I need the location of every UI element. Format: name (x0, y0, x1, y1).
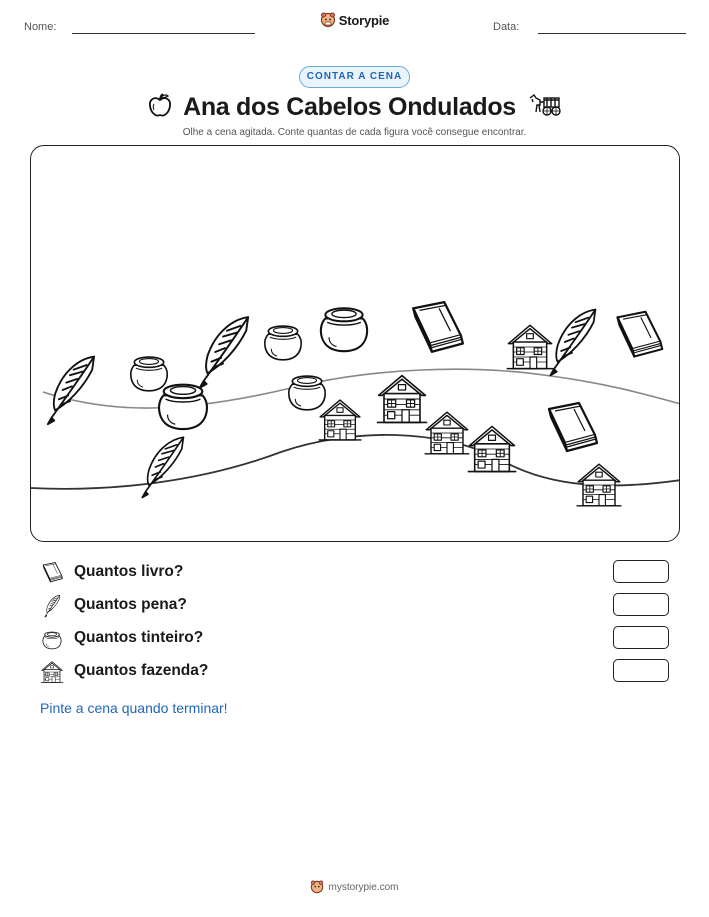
coloring-instruction: Pinte a cena quando terminar! (40, 700, 228, 716)
answer-box-quill[interactable] (613, 593, 669, 616)
footer (0, 880, 709, 894)
question-row-farmhouse (40, 659, 680, 685)
horse-cart-icon (528, 92, 562, 118)
farmhouse-6 (577, 464, 622, 506)
feather-quill-icon (40, 594, 64, 618)
brand-logo (0, 12, 709, 28)
subtitle: Olhe a cena agitada. Conte quantas de cada figura você consegue encontrar. (182, 127, 527, 138)
name-field[interactable] (72, 33, 255, 34)
question-text: Quantos fazenda? (74, 662, 209, 679)
footer-url[interactable]: mystorypie.com (328, 882, 399, 893)
inkwell-5 (289, 376, 325, 410)
farmhouse-icon (40, 660, 64, 684)
page-title (0, 92, 709, 122)
name-label: Nome: (24, 21, 57, 33)
farmhouse-5 (468, 426, 517, 471)
inkwell-1 (321, 308, 367, 351)
farmhouse-4 (425, 412, 470, 454)
apple-icon (147, 92, 173, 118)
farmhouse-1 (507, 325, 554, 368)
farmhouse-3 (319, 400, 362, 440)
question-text: Quantos pena? (74, 596, 187, 613)
date-field[interactable] (538, 33, 686, 34)
quill-2 (48, 357, 94, 425)
book-2 (617, 312, 662, 357)
storypie-mascot-icon (320, 12, 336, 28)
book-icon (40, 561, 64, 585)
book-3 (549, 403, 597, 451)
quill-3 (550, 310, 595, 376)
counting-scene (30, 145, 680, 542)
quill-4 (142, 437, 183, 497)
quill-1 (200, 317, 248, 388)
storypie-mascot-icon (310, 880, 324, 894)
inkwell-3 (131, 357, 167, 391)
activity-badge: CONTAR A CENA (299, 66, 410, 88)
inkwell-4 (159, 385, 207, 429)
answer-box-book[interactable] (613, 560, 669, 583)
question-text: Quantos livro? (74, 563, 184, 580)
question-row-book (40, 560, 680, 586)
answer-box-inkwell[interactable] (613, 626, 669, 649)
question-row-quill (40, 593, 680, 619)
brand-name: Storypie (338, 13, 390, 28)
farmhouse-2 (377, 376, 427, 423)
question-row-inkwell (40, 626, 680, 652)
book-1 (413, 302, 463, 352)
inkwell-2 (265, 326, 301, 360)
scene-illustration (31, 146, 680, 542)
question-text: Quantos tinteiro? (74, 629, 204, 646)
answer-box-farmhouse[interactable] (613, 659, 669, 682)
inkwell-icon (40, 627, 64, 651)
date-label: Data: (493, 21, 520, 33)
title-text: Ana dos Cabelos Ondulados (183, 93, 516, 121)
